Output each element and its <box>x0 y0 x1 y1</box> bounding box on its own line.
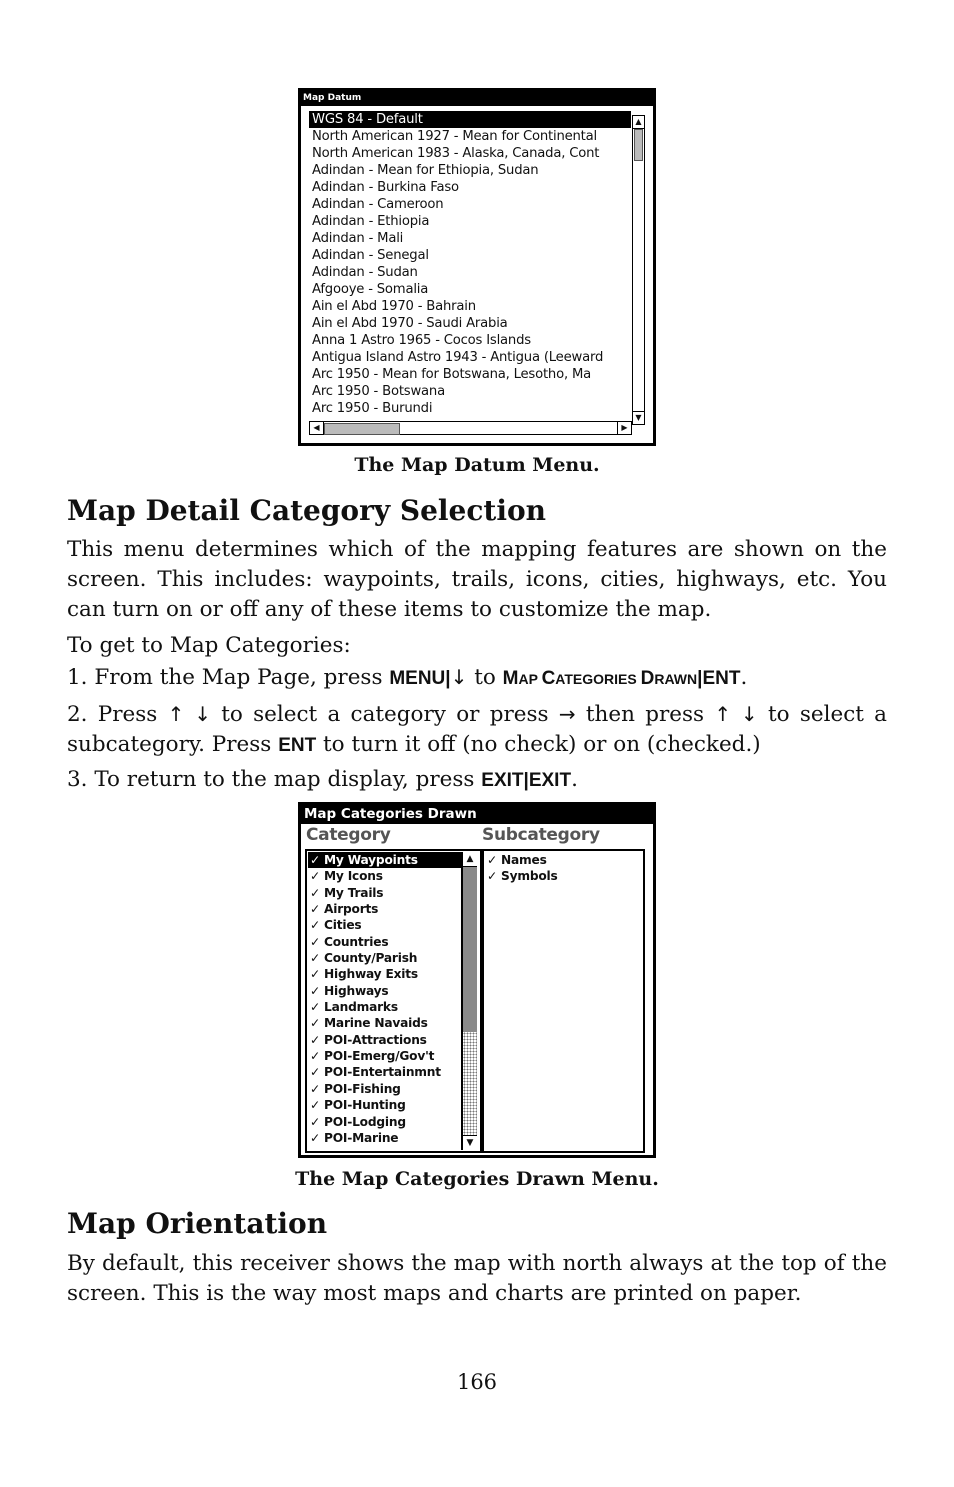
step-2 <box>67 699 887 761</box>
map-categories-caption: The Map Categories Drawn Menu. <box>295 1168 659 1190</box>
category-list-item <box>485 868 638 884</box>
category-item-label: My Trails <box>324 885 384 900</box>
checkmark-icon: ✓ <box>310 967 321 982</box>
subcategory-list <box>485 852 638 885</box>
section-heading-category-selection: Map Detail Category Selection <box>67 494 546 527</box>
scroll-track <box>463 1032 477 1136</box>
step-1 <box>67 662 887 694</box>
category-list-item <box>308 1048 461 1064</box>
category-list-item <box>308 917 461 933</box>
map-datum-title: Map Datum <box>301 91 653 106</box>
datum-list-item: Adindan - Mean for Ethiopia, Sudan <box>312 163 539 178</box>
map-datum-horizontal-scrollbar <box>309 421 632 435</box>
ent-key: ENT <box>702 668 741 689</box>
map-categories-title: Map Categories Drawn <box>301 805 653 824</box>
checkmark-icon: ✓ <box>310 1032 321 1047</box>
category-list-item <box>308 1081 461 1097</box>
key-separator: | <box>523 770 529 791</box>
scroll-down-icon: ▼ <box>463 1135 477 1150</box>
category-column-header: Category <box>306 825 391 845</box>
category-item-label: Highway Exits <box>324 967 418 982</box>
category-list-item <box>308 1130 461 1146</box>
category-steps-lead: To get to Map Categories: <box>67 633 351 658</box>
map-categories-drawn-key: MAP CATEGORIES DRAWN <box>502 668 698 689</box>
category-item-label: POI-Hunting <box>324 1098 406 1113</box>
category-list-item <box>308 1097 461 1113</box>
ent-key: ENT <box>278 735 317 756</box>
datum-list-item: Arc 1950 - Botswana <box>312 384 445 399</box>
datum-list-item: Adindan - Ethiopia <box>312 214 430 229</box>
exit-key: EXIT <box>481 770 524 791</box>
category-list-item <box>308 966 461 982</box>
datum-list-item: Adindan - Sudan <box>312 265 418 280</box>
datum-list-item: Arc 1950 - Burundi <box>312 401 433 416</box>
step-3 <box>67 765 887 796</box>
step-2-text: to turn it off (no check) or on (checked.) <box>316 732 761 757</box>
checkmark-icon: ✓ <box>310 902 321 917</box>
section-heading-map-orientation: Map Orientation <box>67 1207 328 1240</box>
category-list-panel <box>305 849 482 1153</box>
up-down-arrow-icon: ↑ ↓ <box>167 702 211 726</box>
checkmark-icon: ✓ <box>310 869 321 884</box>
category-list-item <box>308 1015 461 1031</box>
step-1-text: 1. From the Map Page, press <box>67 665 390 690</box>
checkmark-icon: ✓ <box>310 1098 321 1113</box>
datum-list-item: Ain el Abd 1970 - Saudi Arabia <box>312 316 508 331</box>
category-list-item <box>308 885 461 901</box>
map-datum-list <box>309 111 631 421</box>
datum-list-item: Adindan - Senegal <box>312 248 429 263</box>
category-item-label: POI-Entertainmnt <box>324 1065 441 1080</box>
category-item-label: Cities <box>324 918 362 933</box>
category-list-item <box>308 934 461 950</box>
checkmark-icon: ✓ <box>310 1114 321 1129</box>
datum-list-item: Ain el Abd 1970 - Bahrain <box>312 299 476 314</box>
category-selection-intro: This menu determines which of the mapping features are shown on the screen. This includes: waypoints, trails, icons, cities, highways, etc. You can turn on or off any of these items to customize the map. <box>67 537 887 622</box>
checkmark-icon: ✓ <box>310 853 321 867</box>
scroll-left-icon: ◀ <box>310 422 324 434</box>
map-categories-screen-inner <box>301 805 653 1155</box>
menu-key: MENU <box>389 668 446 689</box>
subcategory-column-header: Subcategory <box>482 825 600 845</box>
scroll-down-icon: ▼ <box>633 411 644 424</box>
checkmark-icon: ✓ <box>310 951 321 966</box>
datum-list-item: Arc 1950 - Mean for Botswana, Lesotho, Ma <box>312 367 592 382</box>
step-3-text: 3. To return to the map display, press <box>67 767 482 792</box>
category-item-label: POI-Fishing <box>324 1081 401 1096</box>
exit-key: EXIT <box>528 770 572 791</box>
step-2-text: 2. Press <box>67 702 168 727</box>
scroll-thumb <box>463 866 477 1032</box>
category-item-label: POI-Emerg/Gov't <box>324 1049 435 1064</box>
category-item-label: POI-Attractions <box>324 1032 427 1047</box>
step-3-text: . <box>571 767 578 792</box>
checkmark-icon: ✓ <box>310 1065 321 1080</box>
category-list <box>308 852 461 1146</box>
category-list-item <box>308 1114 461 1130</box>
checkmark-icon: ✓ <box>310 1000 321 1015</box>
category-list-item <box>308 852 461 868</box>
category-scrollbar <box>461 852 477 1150</box>
category-list-item <box>308 1064 461 1080</box>
step-2-text: then press <box>575 702 715 727</box>
up-down-arrow-icon: ↑ ↓ <box>714 702 758 726</box>
map-datum-caption: The Map Datum Menu. <box>354 454 600 476</box>
checkmark-icon: ✓ <box>310 1049 321 1064</box>
category-item-label: Symbols <box>501 869 558 884</box>
category-item-label: My Icons <box>324 869 383 884</box>
category-list-item <box>485 852 638 868</box>
category-list-item <box>308 983 461 999</box>
scroll-up-icon: ▲ <box>463 852 477 867</box>
step-2-text: to select a category or press <box>210 702 559 727</box>
category-item-label: County/Parish <box>324 951 418 966</box>
category-item-label: POI-Lodging <box>324 1114 406 1129</box>
category-list-item <box>308 868 461 884</box>
datum-list-item: North American 1983 - Alaska, Canada, Cont <box>312 146 600 161</box>
step-2-text: to select a subcategory. Press <box>67 702 887 757</box>
category-list-item <box>308 950 461 966</box>
checkmark-icon: ✓ <box>310 1081 321 1096</box>
checkmark-icon: ✓ <box>310 983 321 998</box>
map-datum-screenshot <box>298 88 656 446</box>
page-number: 166 <box>456 1370 498 1394</box>
map-categories-screenshot <box>298 802 656 1158</box>
datum-list-item: North American 1927 - Mean for Continental <box>312 129 597 144</box>
right-arrow-icon: → <box>558 702 576 726</box>
category-item-label: Names <box>501 853 547 867</box>
scroll-thumb <box>634 129 643 161</box>
step-1-text: . <box>740 665 748 690</box>
category-item-label: Countries <box>324 934 389 949</box>
datum-list-item: WGS 84 - Default <box>309 111 631 128</box>
datum-list-item: Anna 1 Astro 1965 - Cocos Islands <box>312 333 531 348</box>
map-datum-screen-inner <box>301 91 653 443</box>
checkmark-icon: ✓ <box>487 853 498 867</box>
checkmark-icon: ✓ <box>310 918 321 933</box>
category-list-item <box>308 1032 461 1048</box>
checkmark-icon: ✓ <box>310 885 321 900</box>
datum-list-item: Adindan - Cameroon <box>312 197 444 212</box>
category-item-label: Highways <box>324 983 389 998</box>
map-orientation-body: By default, this receiver shows the map with north always at the top of the screen. This is the way most maps and charts are printed on paper. <box>67 1251 887 1306</box>
map-datum-vertical-scrollbar <box>632 115 645 425</box>
down-arrow-icon: ↓ <box>450 665 468 689</box>
scroll-up-icon: ▲ <box>633 116 644 129</box>
category-item-label: Airports <box>324 902 379 917</box>
category-item-label: Marine Navaids <box>324 1016 428 1031</box>
scroll-right-icon: ▶ <box>617 422 631 434</box>
key-separator: | <box>445 668 451 689</box>
checkmark-icon: ✓ <box>310 1016 321 1031</box>
key-separator: | <box>697 668 703 689</box>
category-list-item <box>308 999 461 1015</box>
category-item-label: Landmarks <box>324 1000 398 1015</box>
step-1-text: to <box>467 665 503 690</box>
category-list-item <box>308 901 461 917</box>
category-item-label: My Waypoints <box>324 853 418 867</box>
subcategory-list-panel <box>482 849 645 1153</box>
category-item-label: POI-Marine <box>324 1130 399 1145</box>
checkmark-icon: ✓ <box>310 934 321 949</box>
datum-list-item: Afgooye - Somalia <box>312 282 429 297</box>
scroll-thumb <box>324 423 400 435</box>
checkmark-icon: ✓ <box>487 869 498 884</box>
datum-list-item: Adindan - Burkina Faso <box>312 180 459 195</box>
datum-list-item: Adindan - Mali <box>312 231 404 246</box>
datum-list-item: Antigua Island Astro 1943 - Antigua (Leeward <box>312 350 604 365</box>
checkmark-icon: ✓ <box>310 1130 321 1145</box>
